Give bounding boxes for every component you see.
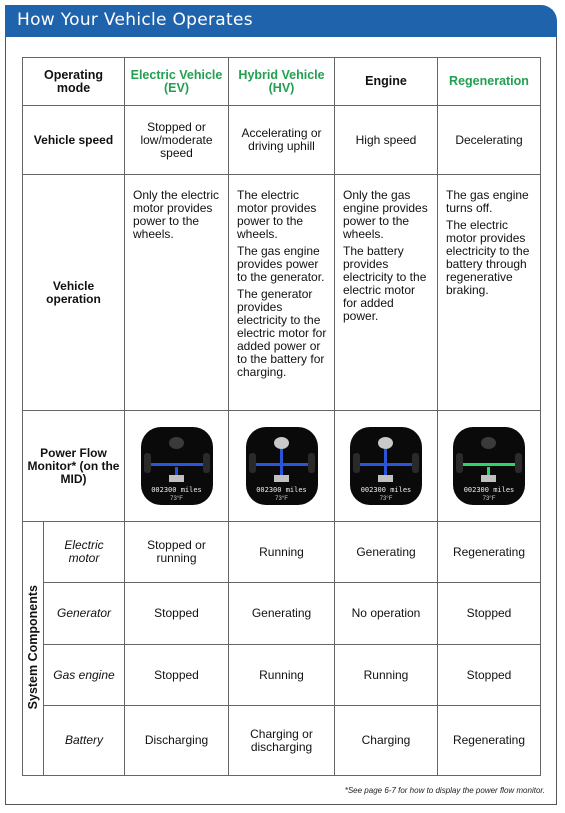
battery-icon: [274, 475, 289, 482]
operation-regen: [438, 175, 541, 411]
battery-icon: [481, 475, 496, 482]
speed-hv: Accelerating or driving uphill: [229, 106, 335, 175]
component-row: [23, 706, 541, 776]
operation-ev-text: Only the electric motor provides power to the wheels.: [133, 188, 220, 241]
component-ev: Stopped: [125, 583, 229, 645]
power-flow-monitor-regen: [453, 427, 525, 505]
system-components-label-cell: [23, 522, 44, 776]
system-components-label: System Components: [26, 584, 40, 710]
operation-hv: [229, 175, 335, 411]
temperature: 73°F: [170, 496, 183, 502]
temperature: 73°F: [275, 496, 288, 502]
speed-regen: Decelerating: [438, 106, 541, 175]
component-ev: Discharging: [125, 706, 229, 776]
monitor-hv-cell: [229, 411, 335, 522]
component-hv: Charging or discharging: [229, 706, 335, 776]
power-flow-monitor-hv: [246, 427, 318, 505]
footnote: *See page 6-7 for how to display the power flow monitor.: [344, 786, 545, 795]
mode-header: Operating mode: [23, 58, 125, 106]
odometer: 002300 miles: [360, 486, 412, 494]
odometer: 002300 miles: [463, 486, 515, 494]
monitor-engine-cell: [335, 411, 438, 522]
power-flow-monitor-engine: [350, 427, 422, 505]
operation-label: Vehicle operation: [23, 175, 125, 411]
odometer: 002300 miles: [256, 486, 307, 494]
speed-label: Vehicle speed: [23, 106, 125, 175]
component-row: [23, 522, 541, 583]
ev-header: Electric Vehicle (EV): [125, 58, 229, 106]
regen-header: Regeneration: [438, 58, 541, 106]
component-hv: Running: [229, 645, 335, 706]
component-engine: No operation: [335, 583, 438, 645]
component-regen: Stopped: [438, 645, 541, 706]
operation-hv-text: The electric motor provides power to the wheels.: [237, 188, 317, 241]
header-row: [23, 58, 541, 106]
operation-hv-text: The generator provides electricity to the electric motor for added power or to the battery for charging.: [237, 287, 327, 379]
engine-icon: [378, 437, 393, 449]
wheel-icon: [456, 453, 463, 473]
component-regen: Stopped: [438, 583, 541, 645]
wheel-icon: [249, 453, 256, 473]
monitor-label: Power Flow Monitor* (on the MID): [23, 411, 125, 522]
operation-regen-text: The electric motor provides electricity to the battery through regenerative braking.: [446, 218, 530, 297]
temperature: 73°F: [379, 496, 393, 502]
speed-engine: High speed: [335, 106, 438, 175]
operation-row: [23, 175, 541, 411]
component-hv: Generating: [229, 583, 335, 645]
monitor-regen-cell: [438, 411, 541, 522]
speed-ev: Stopped or low/moderate speed: [125, 106, 229, 175]
hv-header: Hybrid Vehicle (HV): [229, 58, 335, 106]
operation-hv-text: The gas engine provides power to the generator.: [237, 244, 325, 284]
component-engine: Charging: [335, 706, 438, 776]
page-title: How Your Vehicle Operates: [17, 10, 253, 30]
operation-engine: [335, 175, 438, 411]
odometer: 002300 miles: [151, 486, 202, 494]
component-engine: Generating: [335, 522, 438, 583]
wheel-icon: [412, 453, 419, 473]
operation-engine-text: The battery provides electricity to the electric motor for added power.: [343, 244, 427, 323]
wheel-icon: [144, 453, 151, 473]
monitor-ev-cell: [125, 411, 229, 522]
wheel-icon: [308, 453, 315, 473]
power-flow-monitor-ev: [141, 427, 213, 505]
engine-icon: [274, 437, 289, 449]
wheel-icon: [353, 453, 360, 473]
component-engine: Running: [335, 645, 438, 706]
wheel-icon: [203, 453, 210, 473]
operation-engine-text: Only the gas engine provides power to the wheels.: [343, 188, 428, 241]
operation-table: [22, 57, 541, 776]
battery-icon: [169, 475, 184, 482]
engine-icon: [169, 437, 184, 449]
component-regen: Regenerating: [438, 706, 541, 776]
wheel-icon: [515, 453, 522, 473]
component-row: [23, 645, 541, 706]
component-ev: Stopped: [125, 645, 229, 706]
component-row: [23, 583, 541, 645]
component-name: Generator: [44, 583, 125, 645]
component-name: Gas engine: [44, 645, 125, 706]
title-banner: [5, 5, 557, 37]
speed-row: [23, 106, 541, 175]
temperature: 73°F: [482, 496, 496, 502]
component-ev: Stopped or running: [125, 522, 229, 583]
monitor-row: [23, 411, 541, 522]
engine-icon: [481, 437, 496, 449]
flow-line: [463, 463, 515, 466]
component-regen: Regenerating: [438, 522, 541, 583]
engine-header: Engine: [335, 58, 438, 106]
operation-ev: [125, 175, 229, 411]
battery-icon: [378, 475, 393, 482]
component-name: Electric motor: [44, 522, 125, 583]
component-hv: Running: [229, 522, 335, 583]
operation-regen-text: The gas engine turns off.: [446, 188, 529, 215]
flow-line: [151, 463, 203, 466]
component-name: Battery: [44, 706, 125, 776]
